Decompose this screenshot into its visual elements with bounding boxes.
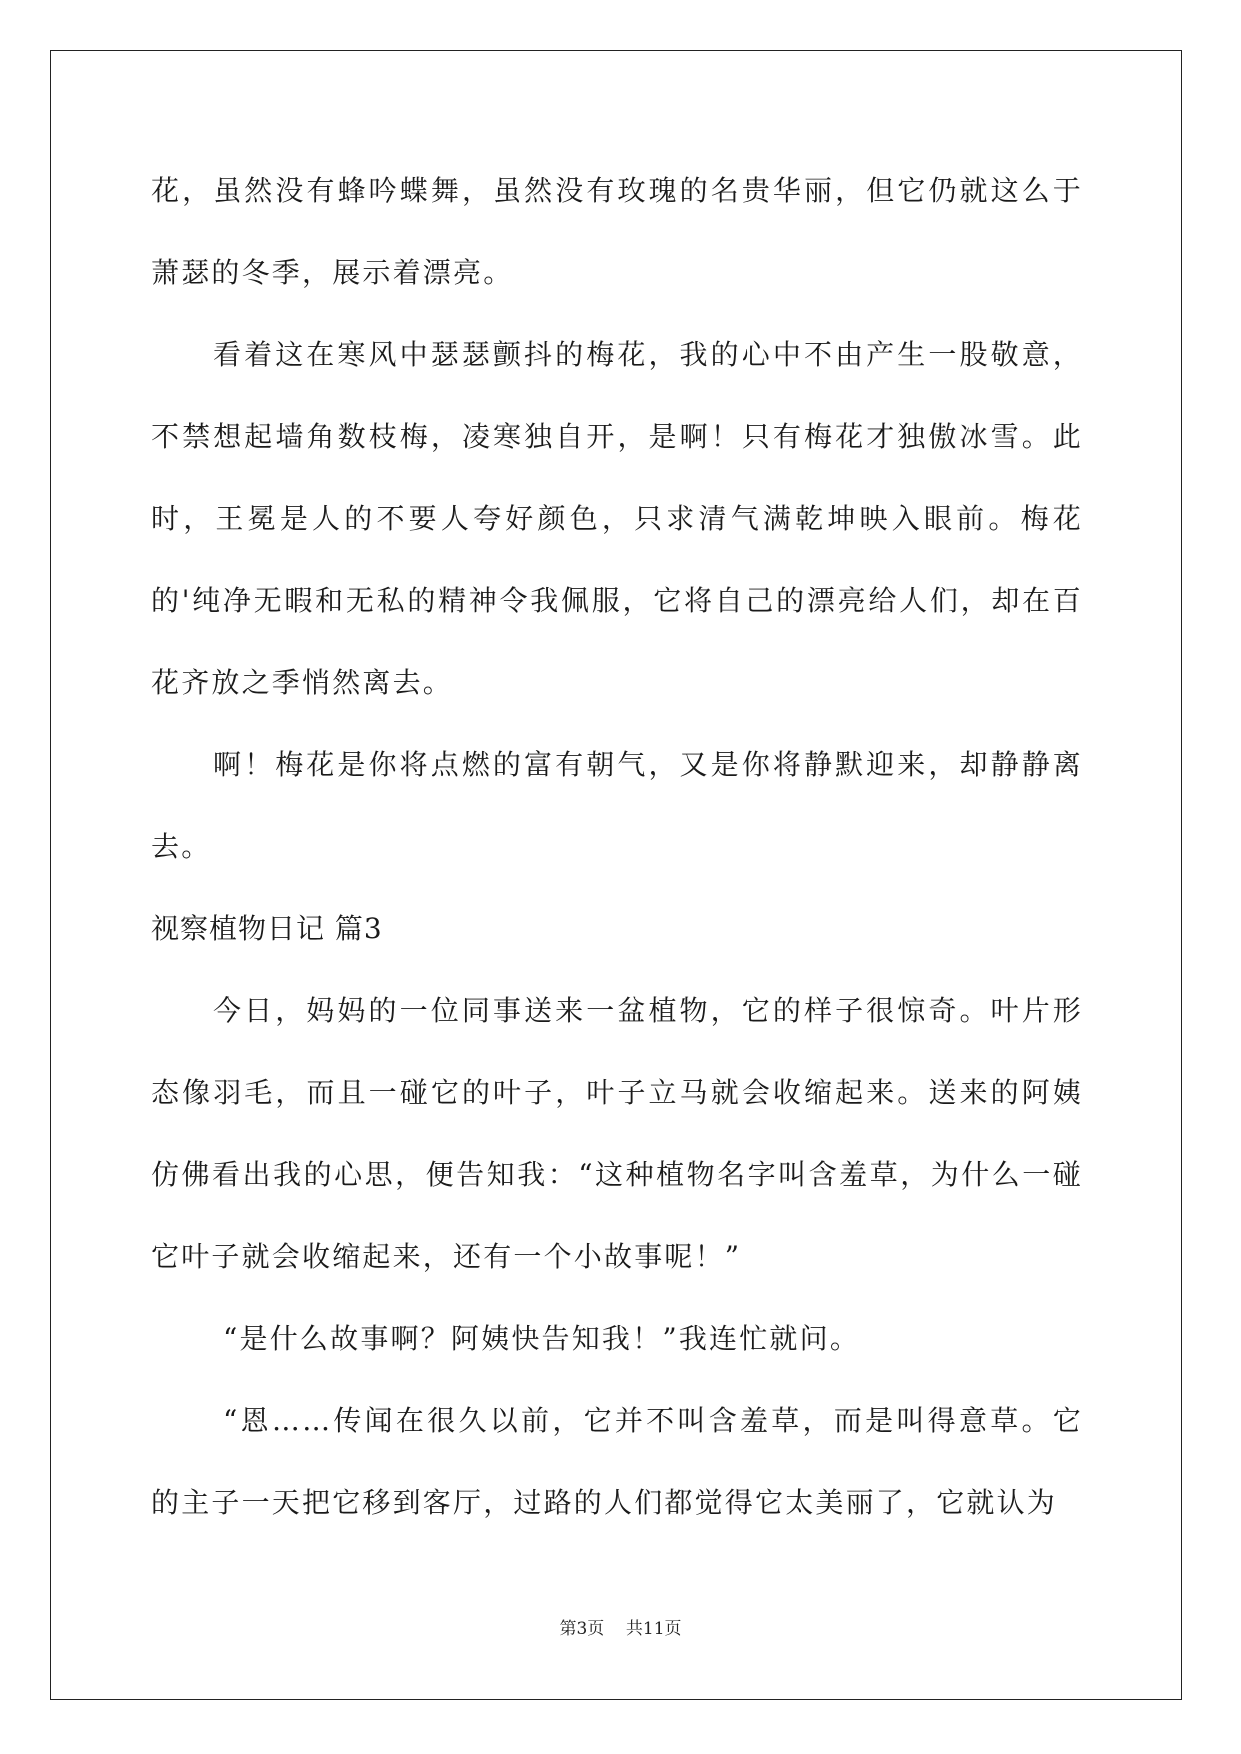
section-heading: 视察植物日记 篇3 <box>151 912 383 945</box>
paragraph-2: 看着这在寒风中瑟瑟颤抖的梅花，我的心中不由产生一股敬意，不禁想起墙角数枝梅，凌寒独自开，是啊！只有梅花才独傲冰雪。此时，王冕是人的不要人夸好颜色，只求清气满乾坤映入眼前。梅花的'纯净无暇和无私的精神令我佩服，它将自己的漂亮给人们，却在百花齐放之季悄然离去。 <box>151 338 1083 699</box>
paragraph-3: 啊！梅花是你将点燃的富有朝气，又是你将静默迎来，却静静离去。 <box>151 748 1083 863</box>
section-paragraph-3: “恩……传闻在很久以前，它并不叫含羞草，而是叫得意草。它的主子一天把它移到客厅，过路的人们都觉得它太美丽了，它就认为 <box>151 1404 1083 1519</box>
page-number-label: 第3页 共11页 <box>559 1619 682 1639</box>
section-paragraph-1: 今日，妈妈的一位同事送来一盆植物，它的样子很惊奇。叶片形态像羽毛，而且一碰它的叶子，叶子立马就会收缩起来。送来的阿姨仿佛看出我的心思，便告知我：“这种植物名字叫含羞草，为什么一碰它叶子就会收缩起来，还有一个小故事呢！” <box>151 994 1083 1273</box>
page-footer <box>0 1617 1241 1641</box>
paragraph-1: 花，虽然没有蜂吟蝶舞，虽然没有玫瑰的名贵华丽，但它仍就这么于萧瑟的冬季，展示着漂亮。 <box>151 174 1083 289</box>
section-paragraph-2: “是什么故事啊？阿姨快告知我！”我连忙就问。 <box>223 1322 861 1355</box>
document-body <box>151 150 1083 1544</box>
